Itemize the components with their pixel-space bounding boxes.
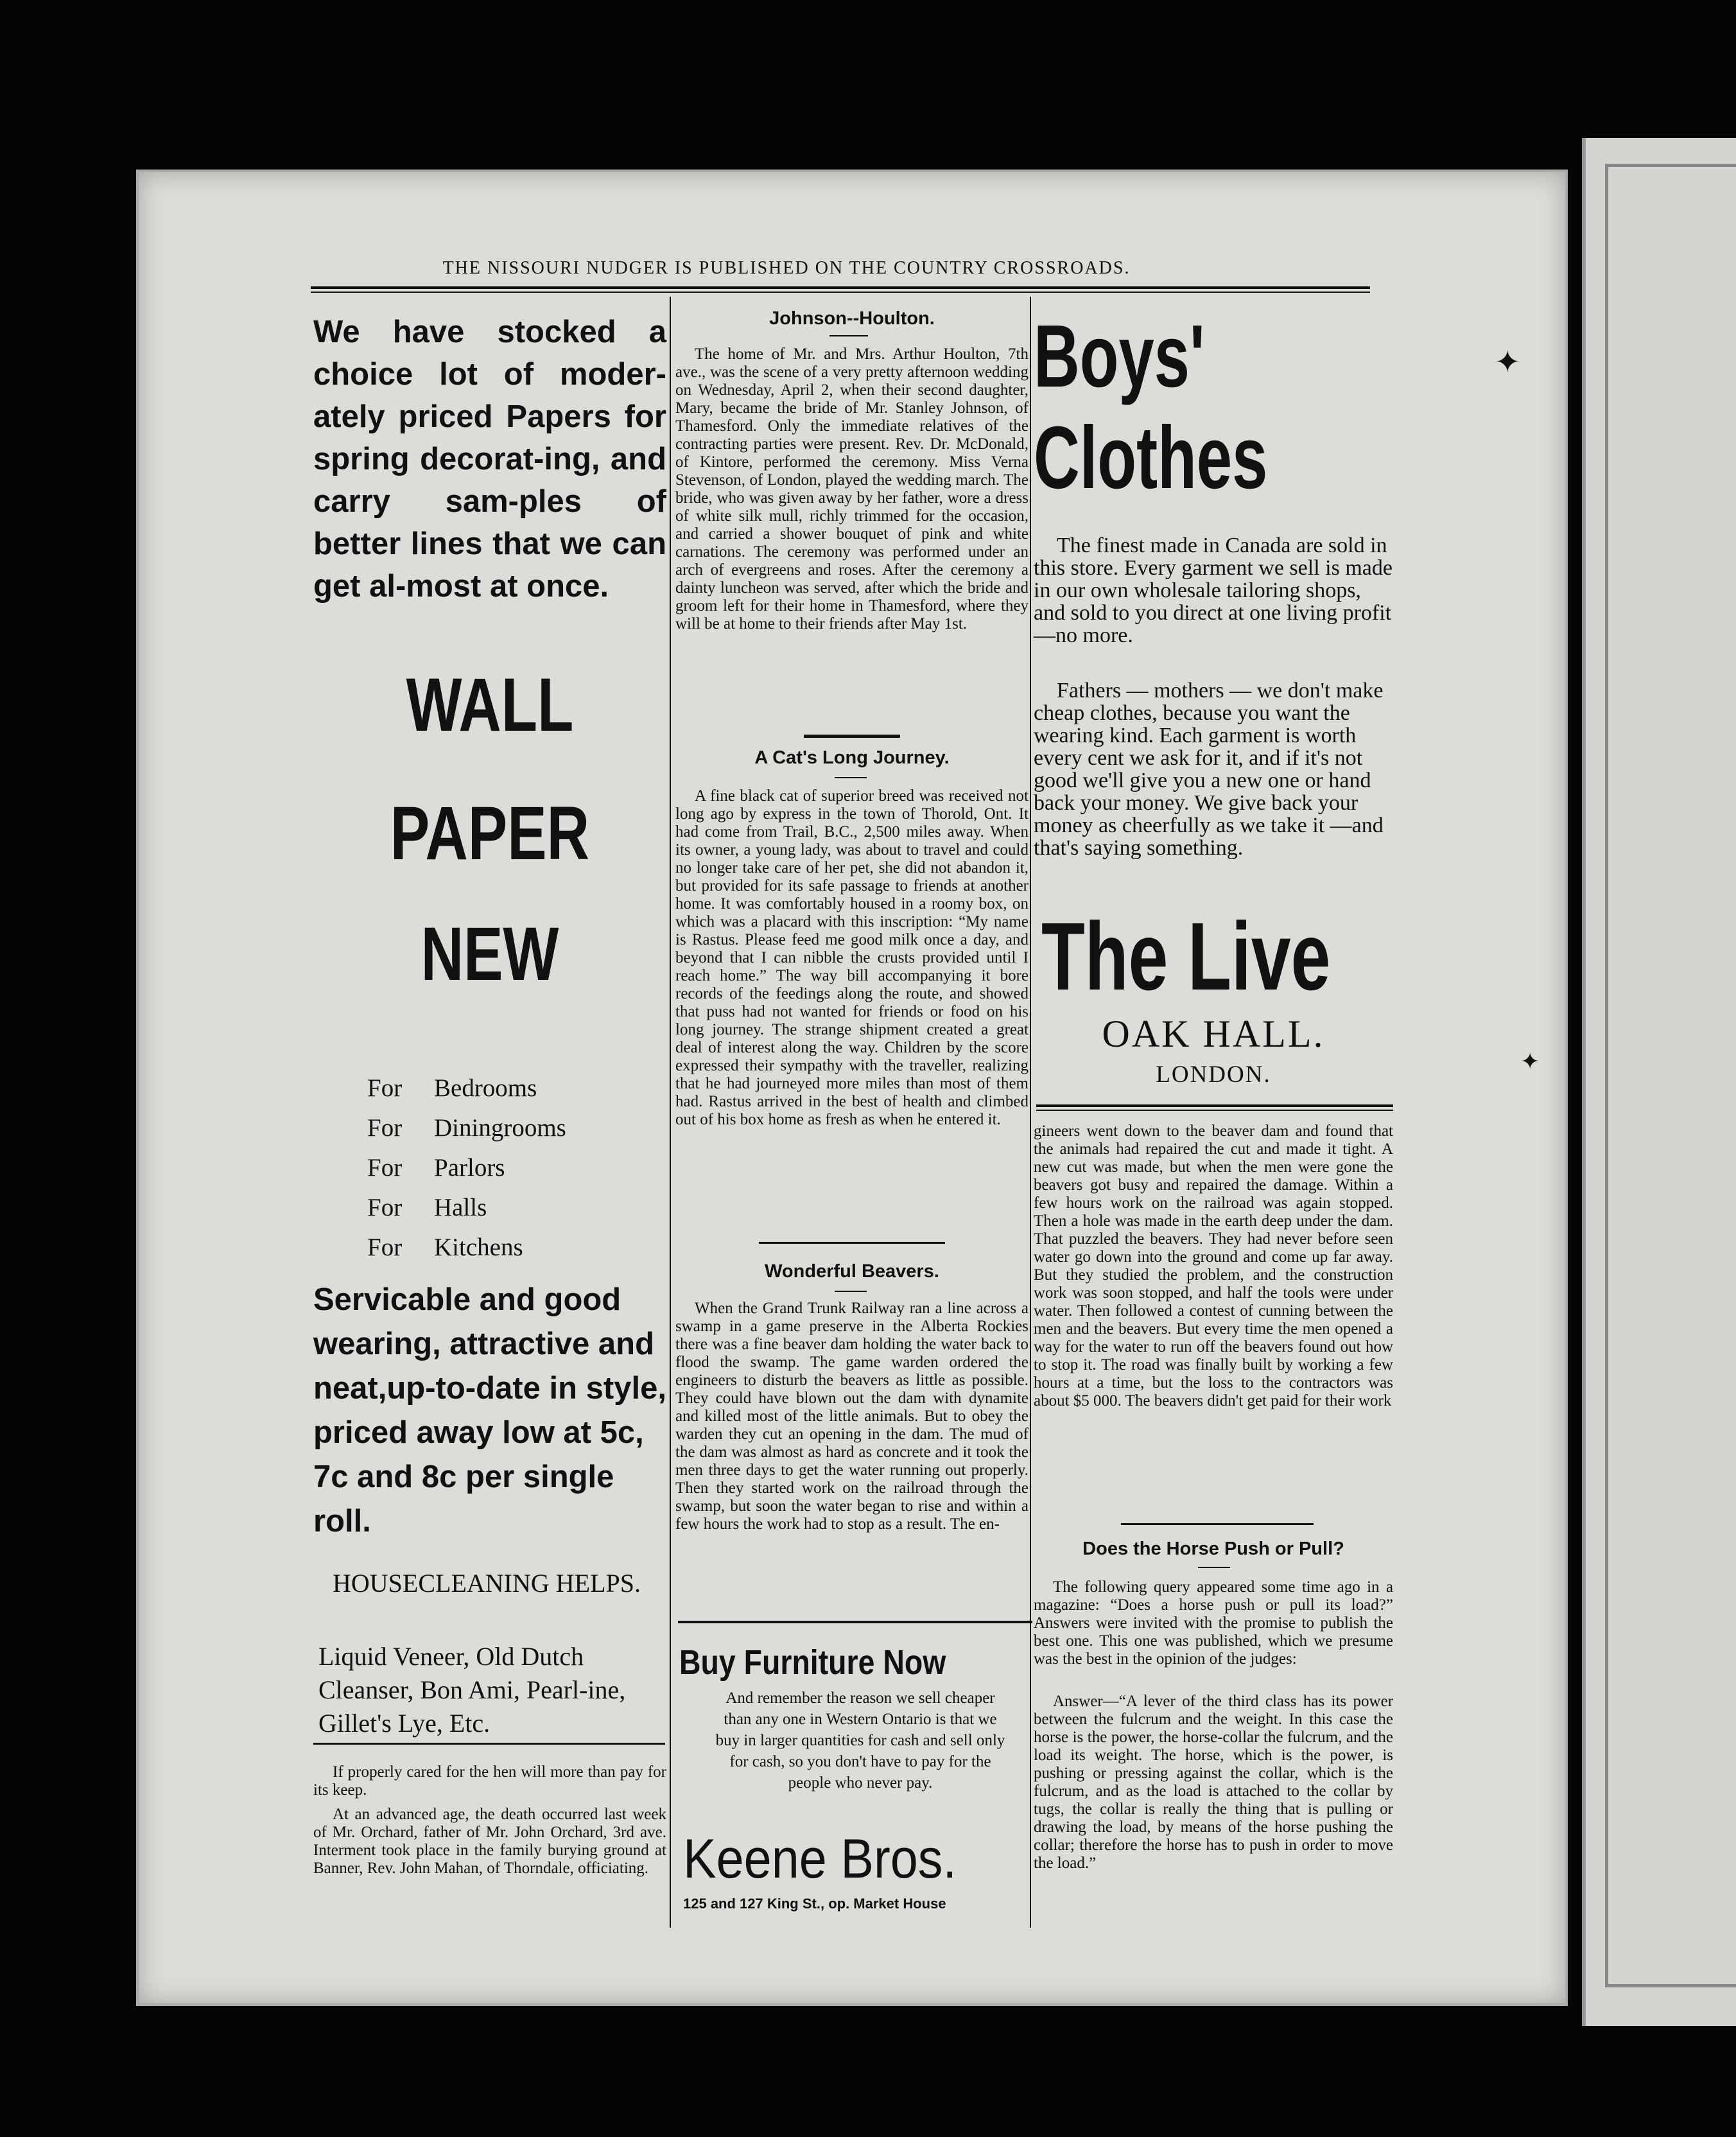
- horse-answer: Answer—“A lever of the third class has its power between the fulcrum and the weight. In this case the horse is the power, the horse-collar the fulcrum, and the load its weight. The horse, which is the power, is pushing or pressing against the collar, which is the fulcrum, and as the load is attached to the collar by tugs, the collar is really the thing that is pulling or drawing the load, by means of the horse pushing the collar; therefore the horse has to push in order to move the load.”: [1034, 1693, 1393, 1872]
- wallpaper-headline-new: NEW: [421, 912, 559, 997]
- orchard-item: At an advanced age, the death occurred last week of Mr. Orchard, father of Mr. John Orchard, 3rd ave. Interment took place in the family burying ground at Banner, Rev. John Mahan, of Thorndale, officiating.: [313, 1806, 666, 1877]
- wedding-title-rule: [829, 335, 868, 336]
- wallpaper-closing: Servicable and good wearing, attractive and neat,up-to-date in style, priced away low at 5c, 7c and 8c per single roll.: [313, 1282, 666, 1539]
- room-list-item: For Bedrooms: [367, 1074, 537, 1102]
- furniture-top-rule: [678, 1621, 1032, 1623]
- beavers-title: Wonderful Beavers.: [765, 1261, 939, 1282]
- ink-speck: ✦: [1495, 345, 1521, 379]
- wallpaper-headline-wall: WALL: [406, 663, 574, 747]
- room-list-item: For Halls: [367, 1194, 487, 1221]
- cat-body: A fine black cat of superior breed was received not long ago by express in the town of Thorold, Ont. It had come from Trail, B.C., 2,500 miles away. When its owner, a young lady, was about to travel and could no longer take care of her pet, she did not abandon it, but provided for its safe passage to friends at another home. It was comfortably housed in a roomy box, on which was a placard with this inscription: “My name is Rastus. Please feed me good milk once a day, and beyond that I can nibble the crusts provided until I reach home.” The way bill accompanying it bore records of the feedings along the route, and showed that puss had not wanted for friends or food on his long journey. The strange shipment created a great deal of interest along the way. Children by the score expressed their sympathy with the traveller, realizing that he had journeyed more miles than most of them had. Rastus arrived in the best of health and climbed out of his box home as fresh as when he entered it.: [675, 787, 1029, 1128]
- boys-ad-bottom-rule: [1036, 1104, 1393, 1107]
- ink-speck: ✦: [1520, 1049, 1540, 1074]
- cat-title-rule: [835, 777, 867, 778]
- wallpaper-headline-paper: PAPER: [390, 791, 590, 876]
- cat-end-rule: [759, 1242, 945, 1244]
- wedding-body: The home of Mr. and Mrs. Arthur Houlton, 7th ave., was the scene of a very pretty afternoon wedding on Wednesday, April 2, when their second daughter, Mary, became the bride of Mr. Stanley Johnson, of Thamesford. Only the immediate relatives of the contracting parties were present. Rev. Dr. McDonald, of Kintore, performed the ceremony. Miss Verna Stevenson, of London, played the wedding march. The bride, who was given away by her father, wore a dress of white silk mull, richly trimmed for the occasion, and carried a shower bouquet of pink and white carnations. The ceremony was performed under an arch of evergreens and roses. After the ceremony a dainty luncheon was served, after which the bride and groom left for their home in Thamesford, where they will be at home to their friends after May 1st.: [675, 345, 1029, 632]
- keene-bros-firm: Keene Bros.: [683, 1828, 957, 1890]
- room-list-item: For Diningrooms: [367, 1114, 566, 1142]
- wedding-end-rule: [804, 735, 900, 738]
- oak-hall-city: LONDON.: [1156, 1061, 1271, 1088]
- masthead: THE NISSOURI NUDGER IS PUBLISHED ON THE COUNTRY CROSSROADS.: [442, 258, 1131, 278]
- column1-rule: [313, 1743, 665, 1745]
- housecleaning-items: Liquid Veneer, Old Dutch Cleanser, Bon Ami, Pearl-ine, Gillet's Lye, Etc.: [318, 1642, 626, 1738]
- boys-ad-bottom-rule-2: [1036, 1110, 1393, 1111]
- room-list-item: For Kitchens: [367, 1234, 523, 1261]
- boys-headline-line1: Boys': [1034, 307, 1205, 406]
- column-divider-1: [670, 297, 671, 1928]
- header-rule-thin: [311, 292, 1370, 293]
- beavers-continued: gineers went down to the beaver dam and found that the animals had repaired the cut and made it tight. A new cut was made, but when the men were gone the beavers got busy and repaired the damage. Within a few hours work on the railroad was again stopped. Then a hole was made in the earth deep under the dam. That puzzled the beavers. They had never before seen water go down into the ground and come up far away. But they studied the problem, and the construction work was soon stopped, and half the tools were under water. Then followed a contest of cunning between the men and the beavers. But every time the men opened a way for the water to run off the beavers found out how to stop it. The road was finally built by working a few hours at a time, but the loss to the contractors was about $5 000. The beavers didn't get paid for their work: [1034, 1122, 1393, 1409]
- the-live-slogan: The Live: [1041, 902, 1331, 1010]
- boys-clothes-headline: [1034, 306, 1403, 509]
- keene-bros-address: 125 and 127 King St., op. Market House: [683, 1896, 946, 1912]
- cat-title: A Cat's Long Journey.: [754, 747, 950, 768]
- adjacent-page-edge: [1582, 138, 1736, 2026]
- boys-para2: Fathers — mothers — we don't make cheap clothes, because you want the wearing kind. Each garment is worth every cent we ask for it, and if it's not good we'll give you a new one or hand back your money. We give back your money as cheerfully as we take it —and that's saying something.: [1034, 679, 1384, 860]
- horse-title: Does the Horse Push or Pull?: [1082, 1539, 1344, 1559]
- housecleaning-title: HOUSECLEANING HELPS.: [333, 1569, 641, 1598]
- horse-intro: The following query appeared some time ago in a magazine: “Does a horse push or pull its load?” Answers were invited with the promise to publish the best one. This one was published, which we presume was the best in the opinion of the judges:: [1034, 1578, 1393, 1668]
- wallpaper-intro: We have stocked a choice lot of moder-ately priced Papers for spring decorat-ing, and carry sam-ples of better lines that we can get al-most at once.: [313, 315, 666, 604]
- hen-item: If properly cared for the hen will more than pay for its keep.: [313, 1763, 666, 1799]
- oak-hall-store: OAK HALL.: [1102, 1013, 1325, 1055]
- boys-headline-line2: Clothes: [1034, 408, 1268, 507]
- furniture-title: Buy Furniture Now: [679, 1643, 946, 1682]
- room-list-item: For Parlors: [367, 1154, 505, 1182]
- horse-title-rule: [1198, 1567, 1230, 1568]
- room-list: [367, 1068, 566, 1268]
- wedding-title: Johnson--Houlton.: [769, 308, 935, 329]
- boys-para1: The finest made in Canada are sold in this store. Every garment we sell is made in our own wholesale tailoring shops, and sold to you direct at one living profit—no more.: [1034, 534, 1393, 647]
- furniture-body: And remember the reason we sell cheaper than any one in Western Ontario is that we buy in larger quantities for cash and sell only for cash, so you don't have to pay for the people who never pay.: [715, 1689, 1005, 1792]
- column-divider-2: [1030, 297, 1031, 1928]
- beavers-title-rule: [835, 1291, 867, 1292]
- header-rule: [311, 286, 1370, 289]
- beavers-end-rule: [1121, 1523, 1314, 1525]
- beavers-body: When the Grand Trunk Railway ran a line across a swamp in a game preserve in the Alberta Rockies there was a fine beaver dam holding the water back to flood the swamp. The game warden ordered the engineers to disturb the beavers as little as possible. They could have blown out the dam with dynamite and killed most of the little animals. But to obey the warden they cut an opening in the dam. The mud of the dam was almost as hard as concrete and it took the men three days to get the water running out properly. Then they started work on the railroad through the swamp, but soon the water began to rise and within a few hours the work had to stop as a result. The en-: [675, 1300, 1029, 1533]
